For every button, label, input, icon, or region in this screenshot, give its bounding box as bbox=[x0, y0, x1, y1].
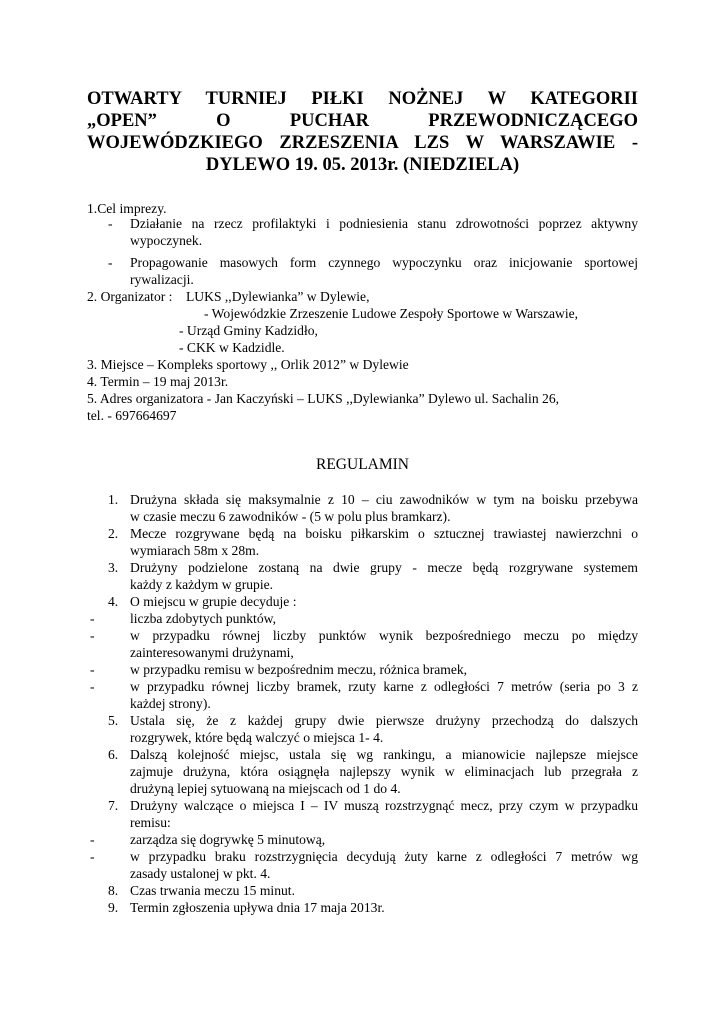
rule-3-line-2: każdy z każdym w grupie. bbox=[130, 577, 274, 592]
rule-7-sub-1: zarządza się dogrywkę 5 minutową, bbox=[130, 832, 326, 847]
rule-7-sub-2-line-1: w przypadku braku rozstrzygnięcia decydują żuty karne z odległości 7 metrów wg bbox=[130, 849, 638, 864]
title-line-2: „OPEN” O PUCHAR PRZEWODNICZĄCEGO bbox=[87, 111, 638, 131]
item-number: 3. bbox=[108, 560, 119, 575]
rule-5-line-1: Ustala się, że z każdej grupy dwie pierwsze drużyny przechodzą do dalszych bbox=[130, 713, 638, 728]
bullet-dash: - bbox=[90, 628, 95, 643]
rule-7-line-1: Drużyny walczące o miejsca I – IV muszą rozstrzygnąć mecz, przy czym w przypadku bbox=[130, 798, 638, 813]
bullet-dash: - bbox=[90, 611, 95, 626]
telefon-line: tel. - 697664697 bbox=[87, 408, 177, 423]
rule-4-sub-2-line-2: zainteresowanymi drużynami, bbox=[130, 645, 294, 660]
rule-1-line-2: w czasie meczu 6 zawodników - (5 w polu plus bramkarz). bbox=[130, 509, 451, 524]
cel-item-1-line-2: wypoczynek. bbox=[130, 233, 203, 248]
cel-item-1-line-1: Działanie na rzecz profilaktyki i podniesienia stanu zdrowotności poprzez aktywny bbox=[130, 216, 638, 231]
miejsce-line: 3. Miejsce – Kompleks sportowy ,, Orlik 2012” w Dylewie bbox=[87, 357, 409, 372]
title-line-4: DYLEWO 19. 05. 2013r. (NIEDZIELA) bbox=[205, 155, 520, 175]
organizer-2: - Wojewódzkie Zrzeszenie Ludowe Zespoły Sportowe w Warszawie, bbox=[204, 306, 579, 321]
rule-1-line-1: Drużyna składa się maksymalnie z 10 – ciu zawodników w tym na boisku przebywa bbox=[130, 492, 638, 507]
item-number: 6. bbox=[108, 747, 119, 762]
bullet-dash: - bbox=[90, 849, 95, 864]
rule-3-line-1: Drużyny podzielone zostaną na dwie grupy - mecze będą rozgrywane systemem bbox=[130, 560, 638, 575]
rule-7-line-2: remisu: bbox=[130, 815, 171, 830]
rule-4-sub-2-line-1: w przypadku równej liczby punktów wynik bezpośredniego meczu po między bbox=[130, 628, 638, 643]
rule-8-line: Czas trwania meczu 15 minut. bbox=[130, 883, 295, 898]
cel-heading: 1.Cel imprezy. bbox=[87, 201, 167, 216]
cel-item-2-line-1: Propagowanie masowych form czynnego wypoczynku oraz inicjowanie sportowej bbox=[130, 255, 638, 270]
bullet-dash: - bbox=[108, 255, 113, 270]
rule-7-sub-2-line-2: zasady ustalonej w pkt. 4. bbox=[130, 866, 271, 881]
rule-9-line: Termin zgłoszenia upływa dnia 17 maja 2013r. bbox=[130, 900, 385, 915]
item-number: 9. bbox=[108, 900, 119, 915]
bullet-dash: - bbox=[90, 832, 95, 847]
organizer-4: - CKK w Kadzidle. bbox=[179, 340, 285, 355]
termin-line: 4. Termin – 19 maj 2013r. bbox=[87, 374, 229, 389]
bullet-dash: - bbox=[108, 216, 113, 231]
rule-6-line-1: Dalszą kolejność miejsc, ustala się wg rankingu, a mianowicie najlepsze miejsce bbox=[130, 747, 638, 762]
rule-6-line-3: drużyną lepiej sytuowaną na miejscach od 1 do 4. bbox=[130, 781, 401, 796]
item-number: 4. bbox=[108, 594, 119, 609]
item-number: 7. bbox=[108, 798, 119, 813]
item-number: 1. bbox=[108, 492, 119, 507]
rule-2-line-1: Mecze rozgrywane będą na boisku piłkarskim o sztucznej trawiastej nawierzchni o bbox=[130, 526, 638, 541]
bullet-dash: - bbox=[90, 662, 95, 677]
rule-4-sub-3: w przypadku remisu w bezpośrednim meczu, różnica bramek, bbox=[130, 662, 468, 677]
rule-4-line: O miejscu w grupie decyduje : bbox=[130, 594, 297, 609]
organizer-3: - Urząd Gminy Kadzidło, bbox=[179, 323, 318, 338]
rule-4-sub-1: liczba zdobytych punktów, bbox=[130, 611, 276, 626]
document-title bbox=[87, 88, 638, 176]
item-number: 8. bbox=[108, 883, 119, 898]
organizator-label: 2. Organizator : bbox=[87, 289, 173, 304]
item-number: 5. bbox=[108, 713, 119, 728]
title-line-1: OTWARTY TURNIEJ PIŁKI NOŻNEJ W KATEGORII bbox=[87, 89, 638, 109]
cel-item-2-line-2: rywalizacji. bbox=[130, 272, 194, 287]
rule-5-line-2: rozgrywek, które będą walczyć o miejsca 1- 4. bbox=[130, 730, 384, 745]
title-line-3: WOJEWÓDZKIEGO ZRZESZENIA LZS W WARSZAWIE - bbox=[87, 133, 638, 153]
regulamin-heading: REGULAMIN bbox=[316, 456, 409, 473]
rule-2-line-2: wymiarach 58m x 28m. bbox=[130, 543, 260, 558]
bullet-dash: - bbox=[90, 679, 95, 694]
organizer-1: LUKS ,,Dylewianka” w Dylewie, bbox=[186, 289, 370, 304]
rule-6-line-2: zajmuje drużyna, która osiągnęła najlepszy wynik w eliminacjach lub przegrała z bbox=[130, 764, 638, 779]
rule-4-sub-4-line-2: każdej strony). bbox=[130, 696, 211, 711]
adres-line: 5. Adres organizatora - Jan Kaczyński – LUKS ,,Dylewianka” Dylewo ul. Sachalin 26, bbox=[87, 391, 560, 406]
item-number: 2. bbox=[108, 526, 119, 541]
rule-4-sub-4-line-1: w przypadku równej liczby bramek, rzuty karne z odległości 7 metrów (seria po 3 z bbox=[130, 679, 638, 694]
